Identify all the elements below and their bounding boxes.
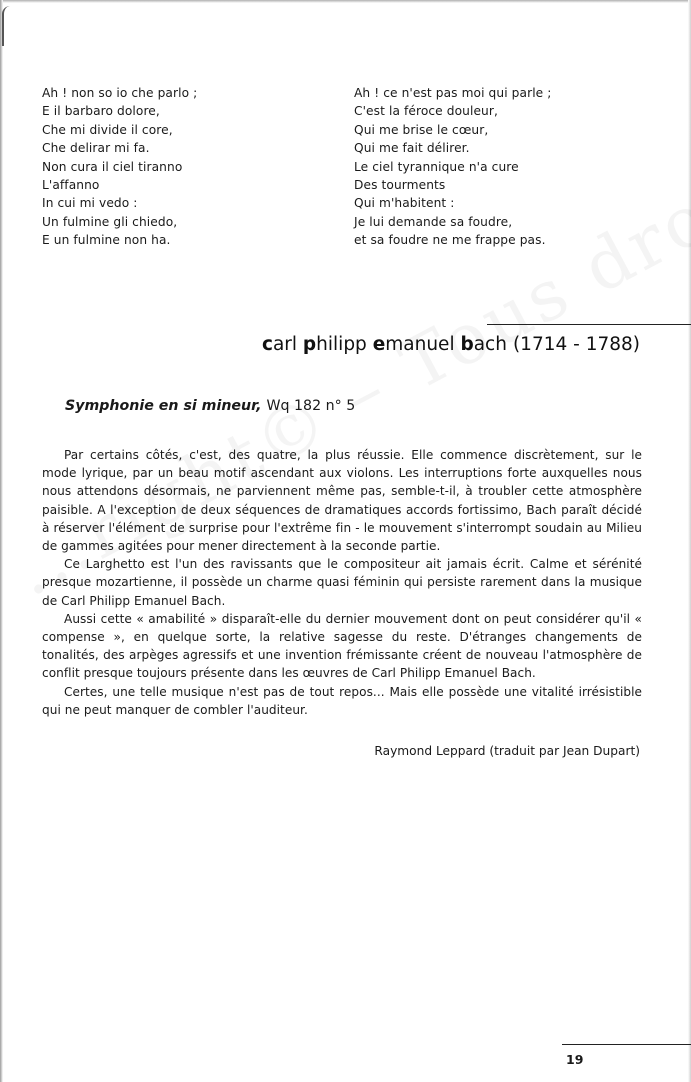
poem-italian [42, 84, 322, 250]
footer-divider [562, 1044, 691, 1045]
composer-name-part: ach [473, 334, 507, 355]
poem-french [354, 84, 654, 250]
poem-line: Des tourments [354, 178, 446, 193]
paragraph: Ce Larghetto est l'un des ravissants que le compositeur ait jamais écrit. Calme et sérénité presque mozartienne, il possède un charme quasi féminin qui persiste rarement dans la musique de Carl Philipp Emanuel Bach. [42, 557, 642, 608]
poem-line: Che mi divide il core, [42, 122, 173, 137]
poem-line: Qui me brise le cœur, [354, 122, 489, 137]
section-divider [487, 324, 691, 325]
composer-initial: p [302, 334, 317, 355]
poem-line: E un fulmine non ha. [42, 233, 171, 248]
page-corner-mark [2, 6, 14, 46]
poem-line: Che delirar mi fa. [42, 141, 150, 156]
author-credit: Raymond Leppard (traduit par Jean Dupart) [374, 744, 640, 758]
poem-line: Qui m'habitent : [354, 196, 455, 211]
paragraph: Certes, une telle musique n'est pas de tout repos... Mais elle possède une vitalité irrésistible qui ne peut manquer de combler l'auditeur. [42, 684, 642, 717]
composer-heading [262, 334, 640, 355]
composer-name-part: hilipp [316, 334, 373, 355]
composer-name-part: manuel [385, 334, 461, 355]
paragraph: Aussi cette « amabilité » disparaît-elle du dernier mouvement dont on peut considérer qu'il « compense », en quelque sorte, la relative sagesse du reste. D'étranges changements de tonalités, des arpèges agressifs et une invention frémissante créent de nouveau l'atmosphère de conflit presque toujours présente dans les œuvres de Carl Philipp Emanuel Bach. [42, 611, 642, 681]
work-title [65, 398, 355, 414]
composer-initial: b [460, 334, 474, 355]
composer-name-part: arl [272, 334, 303, 355]
poem-line: Je lui demande sa foudre, [354, 214, 513, 229]
composer-initial: c [261, 334, 273, 355]
poem-line: Ah ! ce n'est pas moi qui parle ; [354, 86, 552, 100]
paragraph: Par certains côtés, c'est, des quatre, la plus réussie. Elle commence discrètement, sur le mode lyrique, par un beau motif ascendant aux violons. Les interruptions forte auxquelles nous nous attendons désormais, ne parviennent même pas, semble-t-il, à troubler cette atmosphère paisible. A l'exception de deux séquences de dramatiques accords fortissimo, Bach paraît décidé à réserver l'élément de surprise pour l'extrême fin - le mouvement s'interrompt soudain au Milieu de gammes agitées pour mener directement à la seconde partie. [42, 448, 642, 554]
page-number: 19 [566, 1052, 584, 1067]
composer-initial: e [372, 334, 386, 355]
poem-line: Non cura il ciel tiranno [42, 159, 183, 174]
poem-line: Ah ! non so io che parlo ; [42, 86, 198, 100]
poem-line: et sa foudre ne me frappe pas. [354, 233, 546, 248]
poem-line: Le ciel tyrannique n'a cure [354, 159, 519, 174]
poem-line: Un fulmine gli chiedo, [42, 214, 178, 229]
poem-line: In cui mi vedo : [42, 196, 138, 211]
program-notes [42, 446, 642, 719]
scan-top-edge [0, 0, 691, 3]
poem-line: C'est la féroce douleur, [354, 104, 498, 119]
poem-line: E il barbaro dolore, [42, 104, 160, 119]
work-catalogue: Wq 182 n° 5 [266, 398, 356, 414]
poem-line: L'affanno [42, 178, 100, 193]
work-name: Symphonie en si mineur, [65, 398, 262, 414]
poem-line: Qui me fait délirer. [354, 141, 470, 156]
composer-dates: (1714 - 1788) [512, 334, 640, 355]
